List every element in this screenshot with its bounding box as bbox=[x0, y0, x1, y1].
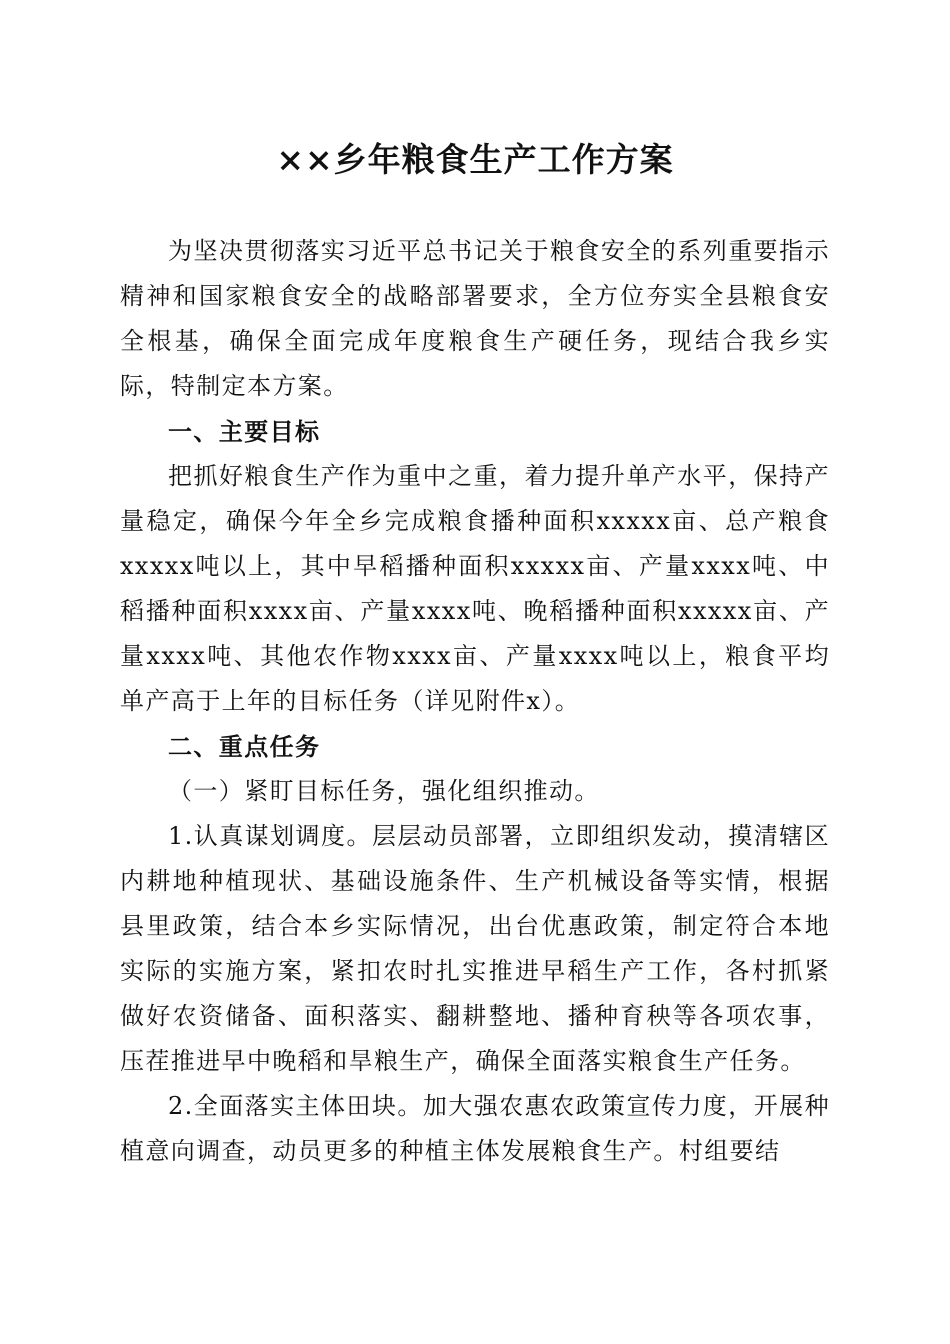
intro-paragraph: 为坚决贯彻落实习近平总书记关于粮食安全的系列重要指示精神和国家粮食安全的战略部署要求，全方位夯实全县粮食安全根基，确保全面完成年度粮食生产硬任务，现结合我乡实际，特制定本方案。 bbox=[120, 237, 830, 400]
document-body bbox=[120, 229, 830, 1174]
main-goals-paragraph: 把抓好粮食生产作为重中之重，着力提升单产水平，保持产量稳定，确保今年全乡完成粮食播种面积xxxxx亩、总产粮食xxxxx吨以上，其中早稻播种面积xxxxx亩、产量xxxx吨、中稻播种面积xxxx亩、产量xxxx吨、晚稻播种面积xxxxx亩、产量xxxx吨、其他农作物xxxx亩、产量xxxx吨以上，粮食平均单产高于上年的目标任务（详见附件x）。 bbox=[120, 462, 830, 715]
task-item-1: 1.认真谋划调度。层层动员部署，立即组织发动，摸清辖区内耕地种植现状、基础设施条件、生产机械设备等实情，根据县里政策，结合本乡实际情况，出台优惠政策，制定符合本地实际的实施方案，紧扣农时扎实推进早稻生产工作，各村抓紧做好农资储备、面积落实、翻耕整地、播种育秧等各项农事，压茬推进早中晚稻和旱粮生产，确保全面落实粮食生产任务。 bbox=[120, 822, 830, 1075]
section-heading-key-tasks: 二、重点任务 bbox=[168, 732, 321, 761]
document-title: ××乡年粮食生产工作方案 bbox=[276, 140, 674, 179]
task-item-2: 2.全面落实主体田块。加大强农惠农政策宣传力度，开展种植意向调查，动员更多的种植主体发展粮食生产。村组要结 bbox=[120, 1092, 830, 1165]
subsection-heading-1: （一）紧盯目标任务，强化组织推动。 bbox=[168, 777, 600, 805]
section-heading-main-goals: 一、主要目标 bbox=[168, 417, 321, 446]
